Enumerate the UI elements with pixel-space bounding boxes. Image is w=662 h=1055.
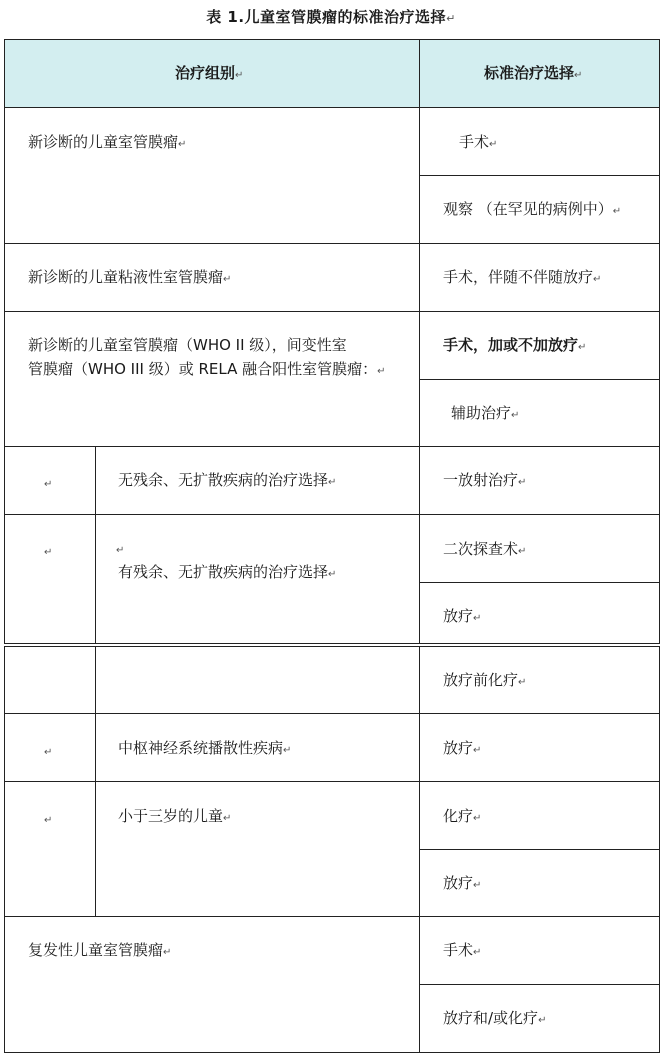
- subgroup-label: 小于三岁的儿童↵: [118, 807, 232, 825]
- group-label: 复发性儿童室管膜瘤↵: [28, 941, 172, 959]
- treatment-cell: 放疗↵: [443, 739, 482, 757]
- header-group-label: 治疗组别↵: [175, 64, 244, 82]
- row-divider: [4, 514, 660, 515]
- paragraph-mark-icon: ↵: [446, 12, 456, 25]
- subgroup-label: 无残余、无扩散疾病的治疗选择↵: [118, 471, 337, 489]
- table-title: 表 1.儿童室管膜瘤的标准治疗选择↵: [206, 8, 456, 26]
- treatment-cell: 放疗前化疗↵: [443, 671, 527, 689]
- empty-cell-mark: ↵: [116, 545, 125, 556]
- treatment-divider: [419, 984, 660, 985]
- group-label: 新诊断的儿童粘液性室管膜瘤↵: [28, 268, 232, 286]
- treatment-cell: 观察 （在罕见的病例中）↵: [443, 200, 622, 218]
- treatment-divider: [419, 175, 660, 176]
- row-divider: [4, 646, 660, 647]
- table-border-left: [4, 39, 5, 643]
- treatment-divider: [419, 582, 660, 583]
- column-divider: [419, 39, 420, 643]
- treatment-cell: 一放射治疗↵: [443, 471, 527, 489]
- treatment-divider: [419, 379, 660, 380]
- header-treatment-label: 标准治疗选择↵: [484, 64, 583, 82]
- row-divider: [4, 107, 660, 108]
- treatment-cell: 化疗↵: [443, 807, 482, 825]
- empty-cell-mark: ↵: [44, 815, 53, 826]
- row-divider: [4, 243, 660, 244]
- treatment-cell: 放疗↵: [443, 607, 482, 625]
- treatment-cell: 手术，伴随不伴随放疗↵: [443, 268, 602, 286]
- treatment-cell: 手术，加或不加放疗↵: [443, 336, 587, 354]
- row-divider: [4, 781, 660, 782]
- empty-cell-mark: ↵: [44, 479, 53, 490]
- treatment-cell: 二次探查术↵: [443, 540, 527, 558]
- treatment-cell: 手术↵: [443, 941, 482, 959]
- subcolumn-divider: [95, 446, 96, 643]
- row-divider: [4, 643, 660, 644]
- group-label: 管膜瘤（WHO III 级）或 RELA 融合阳性室管膜瘤：↵: [28, 360, 386, 378]
- treatment-cell: 手术↵: [459, 133, 498, 151]
- table-border-right: [659, 39, 660, 643]
- row-divider: [4, 713, 660, 714]
- table-border-bottom: [4, 1052, 660, 1053]
- treatment-divider: [419, 849, 660, 850]
- treatment-cell: 辅助治疗↵: [451, 404, 520, 422]
- treatment-cell: 放疗和/或化疗↵: [443, 1009, 547, 1027]
- table-border-left: [4, 646, 5, 1053]
- treatment-cell: 放疗↵: [443, 874, 482, 892]
- table-border-top: [4, 39, 660, 40]
- empty-cell-mark: ↵: [44, 547, 53, 558]
- row-divider: [4, 446, 660, 447]
- subgroup-label: 中枢神经系统播散性疾病↵: [118, 739, 292, 757]
- group-label: 新诊断的儿童室管膜瘤（WHO II 级），间变性室: [28, 336, 347, 354]
- subgroup-label: 有残余、无扩散疾病的治疗选择↵: [118, 563, 337, 581]
- row-divider: [4, 916, 660, 917]
- row-divider: [4, 311, 660, 312]
- empty-cell-mark: ↵: [44, 747, 53, 758]
- group-label: 新诊断的儿童室管膜瘤↵: [28, 133, 187, 151]
